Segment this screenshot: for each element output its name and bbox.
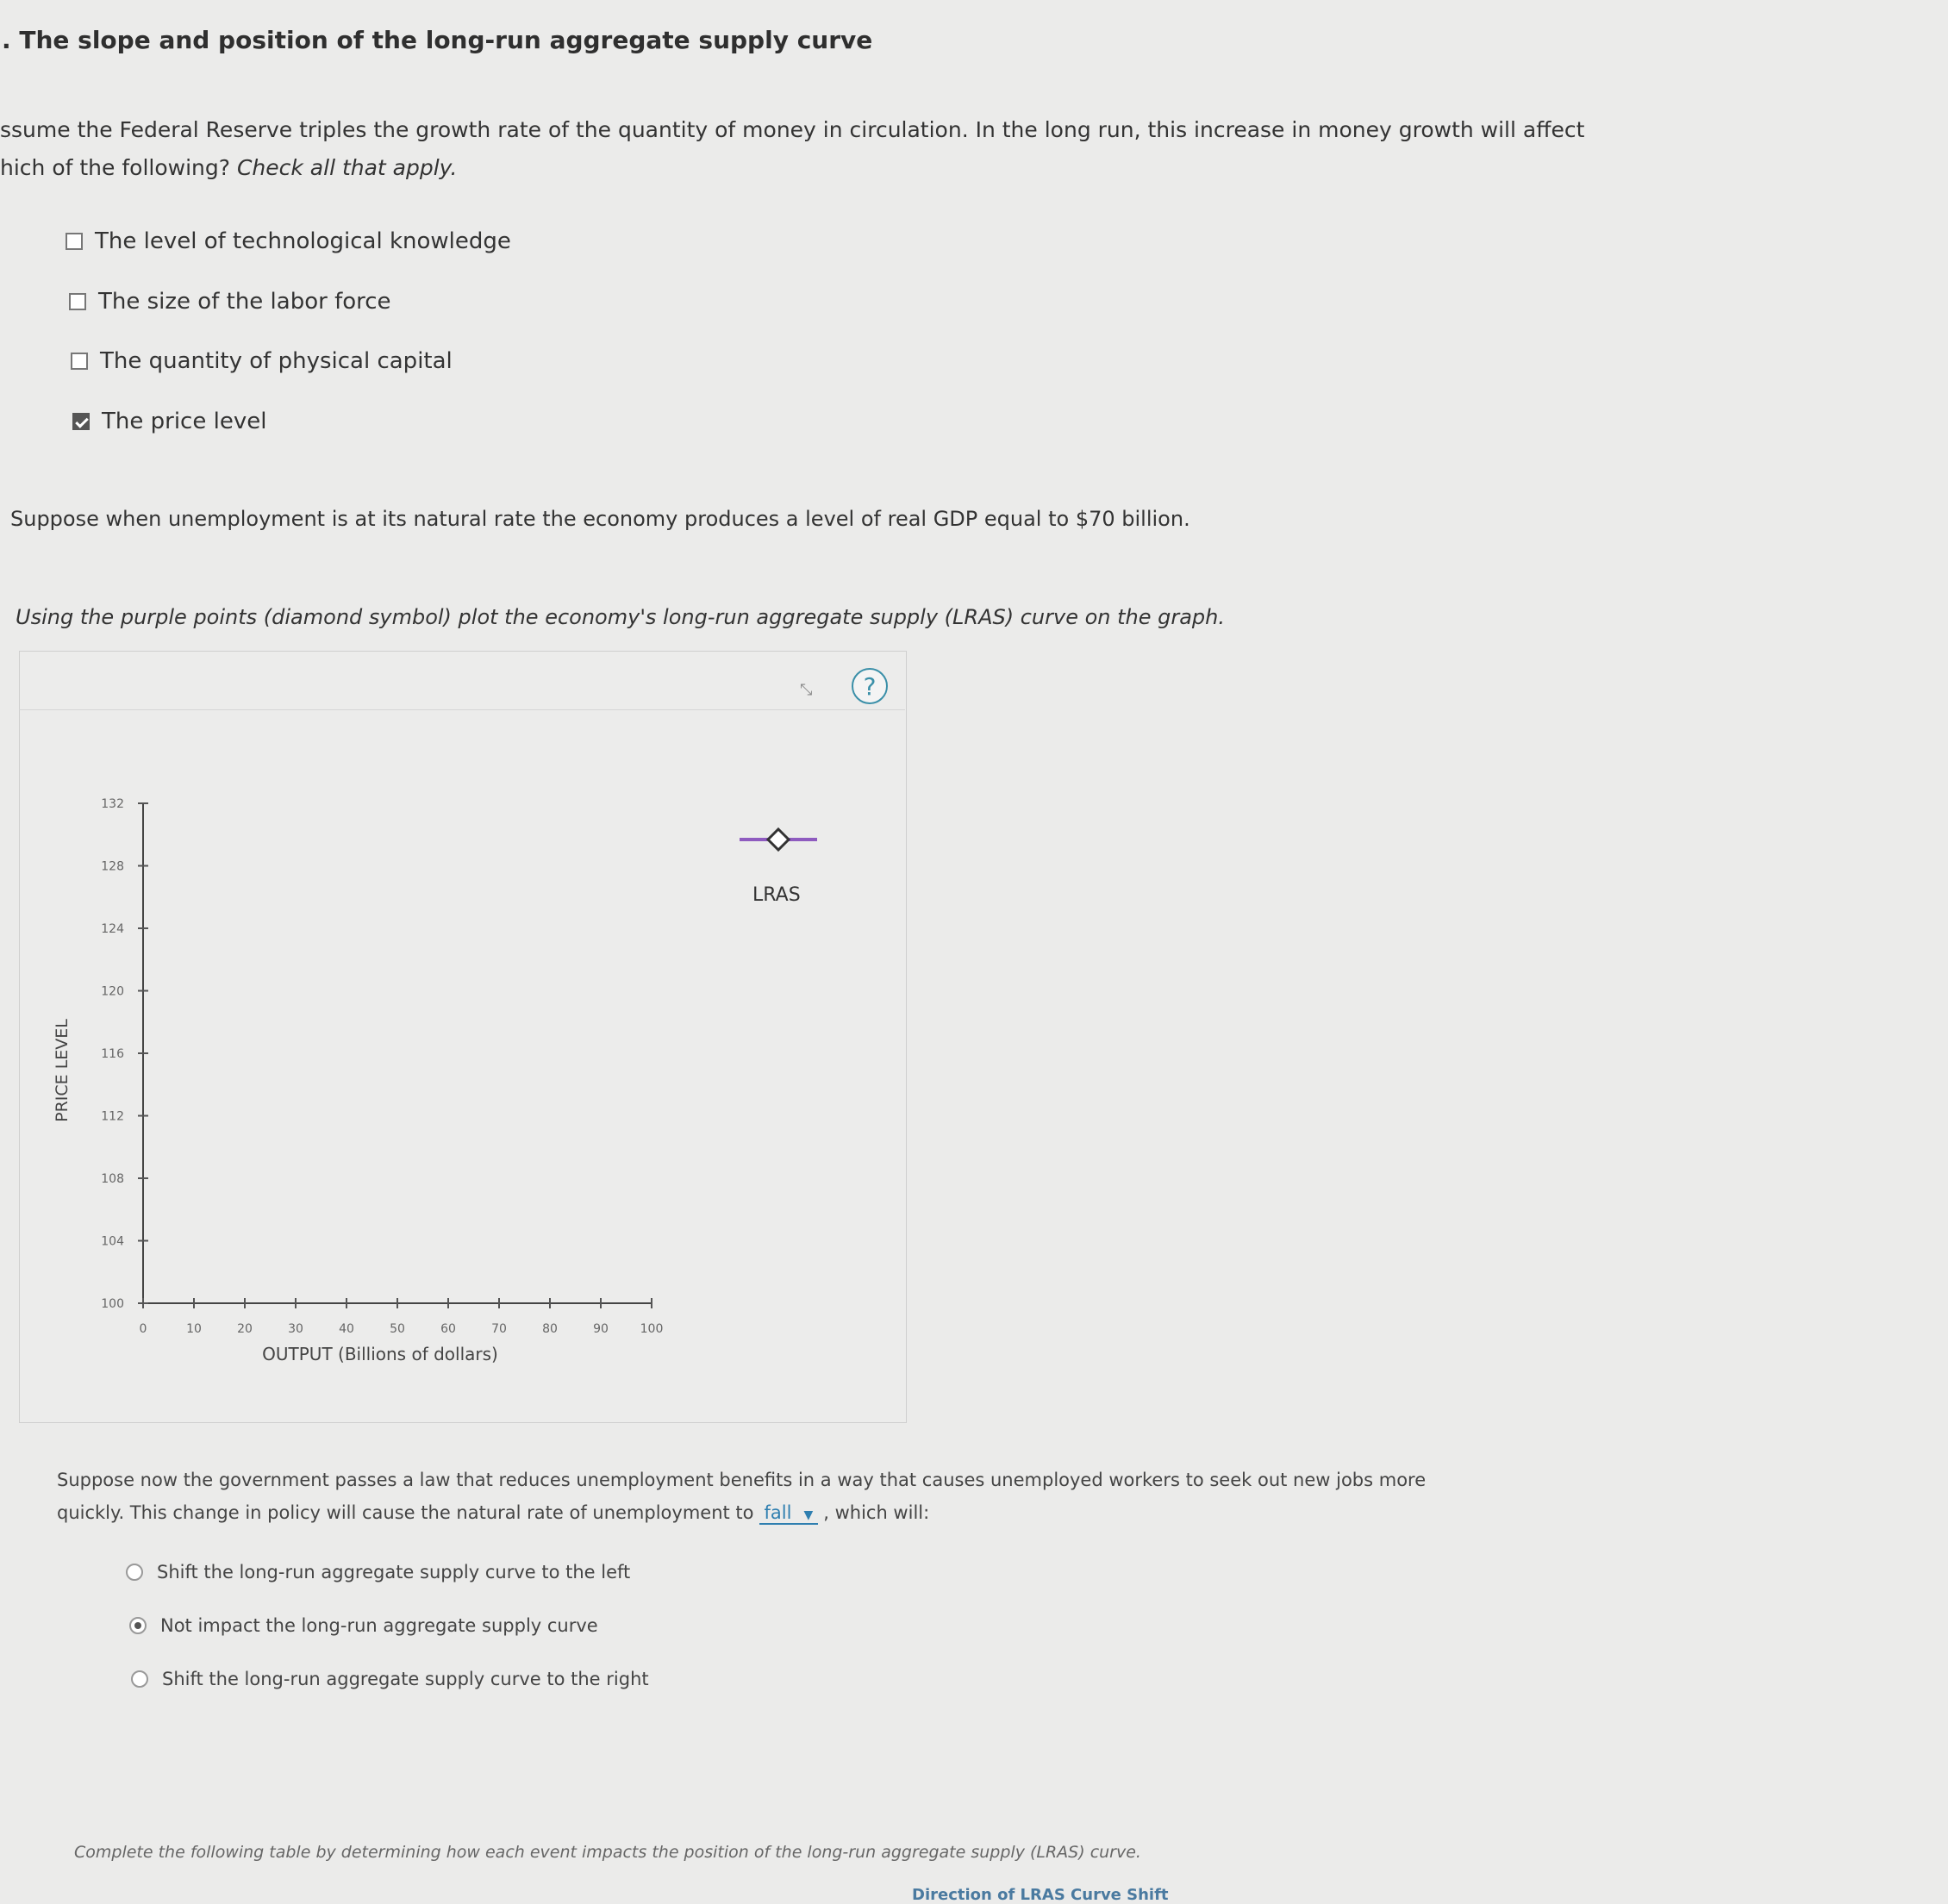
y-tick-label: 112	[101, 1109, 124, 1124]
x-tick-label: 80	[542, 1322, 558, 1336]
radio-shift-right-label: Shift the long-run aggregate supply curve to the right	[162, 1669, 649, 1689]
axes-layer	[53, 797, 663, 1364]
x-tick-label: 70	[491, 1322, 507, 1336]
question2-line2-before: quickly. This change in policy will cause the natural rate of unemployment to	[57, 1502, 754, 1523]
table-instruction: Complete the following table by determining how each event impacts the position of the long-run aggregate supply (LRAS) curve.	[74, 1843, 1141, 1862]
x-tick-label: 50	[390, 1322, 405, 1336]
question2-line1: Suppose now the government passes a law that reduces unemployment benefits in a way that causes unemployed workers to seek out new jobs more	[57, 1470, 1427, 1490]
help-button[interactable]: ?	[852, 668, 888, 704]
y-tick-label: 132	[101, 797, 124, 811]
radio-no-impact[interactable]	[129, 1615, 598, 1636]
radio-shift-left[interactable]	[126, 1562, 630, 1583]
lras-legend-label: LRAS	[752, 884, 801, 906]
x-tick-label: 40	[339, 1322, 354, 1336]
lras-legend-diamond-icon[interactable]	[768, 829, 789, 850]
x-tick-label: 0	[139, 1322, 147, 1336]
radio-no-impact-button[interactable]	[129, 1617, 147, 1634]
question2-line2-after: , which will:	[823, 1502, 930, 1523]
x-tick-label: 100	[640, 1322, 664, 1336]
option-price-level-label: The price level	[102, 409, 267, 434]
y-tick-label: 128	[101, 859, 124, 874]
radio-shift-right-button[interactable]	[131, 1670, 148, 1688]
natural-rate-dropdown-value: fall	[764, 1502, 792, 1523]
x-tick-label: 30	[288, 1322, 303, 1336]
radio-shift-right[interactable]	[131, 1669, 649, 1689]
option-labor-force-label: The size of the labor force	[98, 289, 391, 315]
x-axis-label: OUTPUT (Billions of dollars)	[262, 1344, 498, 1364]
x-tick-label: 20	[237, 1322, 253, 1336]
x-tick-label: 90	[593, 1322, 609, 1336]
question1-line2-text: hich of the following?	[0, 155, 237, 180]
question1-line2-italic: Check all that apply.	[236, 155, 458, 180]
section-title: . The slope and position of the long-run aggregate supply curve	[2, 26, 873, 54]
y-axis-label: PRICE LEVEL	[53, 1019, 72, 1122]
y-tick-label: 120	[101, 984, 124, 999]
table-header: Direction of LRAS Curve Shift	[912, 1886, 1169, 1904]
lras-legend-tool[interactable]	[740, 829, 817, 850]
move-icon[interactable]: ⤡	[800, 681, 813, 699]
radio-no-impact-label: Not impact the long-run aggregate supply curve	[160, 1615, 598, 1636]
y-tick-label: 104	[101, 1234, 124, 1249]
question1-line1: ssume the Federal Reserve triples the growth rate of the quantity of money in circulation. In the long run, this increase in money growth will affect	[0, 117, 1585, 142]
y-tick-label: 116	[101, 1047, 124, 1061]
y-tick-label: 124	[101, 922, 124, 936]
y-tick-label: 100	[101, 1297, 124, 1311]
x-tick-label: 60	[440, 1322, 456, 1336]
natural-gdp-statement: Suppose when unemployment is at its natural rate the economy produces a level of real GDP equal to $70 billion.	[10, 507, 1190, 531]
x-tick-label: 10	[186, 1322, 202, 1336]
plot-instruction: Using the purple points (diamond symbol) plot the economy's long-run aggregate supply (LRAS) curve on the graph.	[16, 605, 1226, 629]
y-tick-label: 108	[101, 1172, 124, 1186]
radio-shift-left-button[interactable]	[126, 1564, 143, 1581]
option-physical-capital-label: The quantity of physical capital	[100, 348, 453, 374]
question2-line2	[57, 1502, 929, 1525]
chevron-down-icon: ▼	[803, 1508, 814, 1522]
radio-shift-left-label: Shift the long-run aggregate supply curve to the left	[157, 1562, 631, 1583]
option-technology-label: The level of technological knowledge	[95, 228, 511, 254]
natural-rate-dropdown[interactable]	[759, 1502, 819, 1525]
